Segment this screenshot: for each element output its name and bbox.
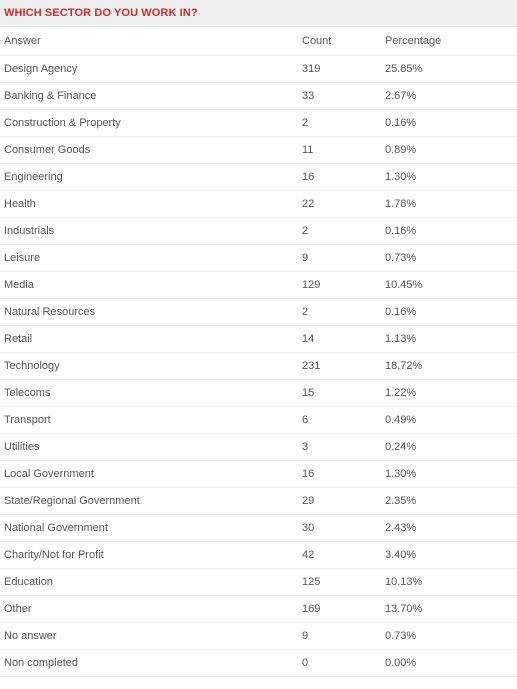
cell-answer: Other — [0, 595, 298, 622]
cell-answer: Local Government — [0, 460, 298, 487]
cell-count: 33 — [298, 82, 381, 109]
table-row — [0, 406, 517, 433]
column-header-answer: Answer — [0, 27, 298, 55]
table-row — [0, 109, 517, 136]
cell-count: 125 — [298, 568, 381, 595]
cell-percentage: 2.43% — [381, 514, 517, 541]
cell-answer: Consumer Goods — [0, 136, 298, 163]
column-header-percentage: Percentage — [381, 27, 517, 55]
table-row — [0, 379, 517, 406]
table-row — [0, 487, 517, 514]
cell-percentage: 0.73% — [381, 244, 517, 271]
table-row — [0, 622, 517, 649]
table-row — [0, 460, 517, 487]
table-row — [0, 190, 517, 217]
cell-percentage: 0.24% — [381, 433, 517, 460]
cell-percentage: 1.30% — [381, 460, 517, 487]
cell-answer: Education — [0, 568, 298, 595]
cell-percentage: 10.45% — [381, 271, 517, 298]
cell-answer: Transport — [0, 406, 298, 433]
cell-count: 14 — [298, 325, 381, 352]
table-row — [0, 541, 517, 568]
cell-percentage: 10.13% — [381, 568, 517, 595]
cell-percentage: 1.78% — [381, 190, 517, 217]
cell-percentage: 1.13% — [381, 325, 517, 352]
cell-count: 9 — [298, 622, 381, 649]
cell-percentage: 25.85% — [381, 55, 517, 82]
cell-answer: Industrials — [0, 217, 298, 244]
cell-answer: Natural Resources — [0, 298, 298, 325]
table-row — [0, 325, 517, 352]
column-header-count: Count — [298, 27, 381, 55]
cell-count: 11 — [298, 136, 381, 163]
cell-percentage: 0.89% — [381, 136, 517, 163]
cell-percentage: 0.16% — [381, 298, 517, 325]
cell-count: 169 — [298, 595, 381, 622]
cell-count: 15 — [298, 379, 381, 406]
cell-percentage: 2.67% — [381, 82, 517, 109]
cell-answer: No answer — [0, 622, 298, 649]
cell-answer: Leisure — [0, 244, 298, 271]
table-header-row — [0, 27, 517, 55]
cell-answer: Non completed — [0, 649, 298, 676]
results-table — [0, 27, 517, 677]
cell-percentage: 1.30% — [381, 163, 517, 190]
table-row — [0, 595, 517, 622]
cell-answer: Banking & Finance — [0, 82, 298, 109]
question-title: WHICH SECTOR DO YOU WORK IN? — [4, 7, 198, 19]
table-row — [0, 163, 517, 190]
cell-count: 22 — [298, 190, 381, 217]
survey-question-header — [0, 0, 517, 27]
table-row — [0, 433, 517, 460]
cell-percentage: 0.16% — [381, 109, 517, 136]
table-row — [0, 271, 517, 298]
cell-count: 129 — [298, 271, 381, 298]
table-row — [0, 217, 517, 244]
cell-answer: Retail — [0, 325, 298, 352]
cell-count: 319 — [298, 55, 381, 82]
cell-answer: Charity/Not for Profit — [0, 541, 298, 568]
cell-percentage: 0.00% — [381, 649, 517, 676]
cell-answer: Technology — [0, 352, 298, 379]
cell-answer: Construction & Property — [0, 109, 298, 136]
cell-percentage: 0.73% — [381, 622, 517, 649]
cell-count: 2 — [298, 109, 381, 136]
cell-count: 9 — [298, 244, 381, 271]
cell-percentage: 13.70% — [381, 595, 517, 622]
cell-percentage: 0.49% — [381, 406, 517, 433]
cell-answer: Engineering — [0, 163, 298, 190]
cell-percentage: 18.72% — [381, 352, 517, 379]
cell-answer: State/Regional Government — [0, 487, 298, 514]
cell-count: 29 — [298, 487, 381, 514]
cell-count: 3 — [298, 433, 381, 460]
cell-percentage: 0.16% — [381, 217, 517, 244]
cell-count: 42 — [298, 541, 381, 568]
cell-answer: Telecoms — [0, 379, 298, 406]
cell-answer: Design Agency — [0, 55, 298, 82]
table-body — [0, 55, 517, 676]
table-row — [0, 82, 517, 109]
table-row — [0, 352, 517, 379]
table-row — [0, 514, 517, 541]
table-row — [0, 568, 517, 595]
table-row — [0, 649, 517, 676]
cell-count: 30 — [298, 514, 381, 541]
cell-count: 2 — [298, 217, 381, 244]
cell-answer: Health — [0, 190, 298, 217]
cell-count: 2 — [298, 298, 381, 325]
cell-count: 231 — [298, 352, 381, 379]
cell-count: 16 — [298, 460, 381, 487]
table-row — [0, 298, 517, 325]
table-row — [0, 136, 517, 163]
cell-percentage: 2.35% — [381, 487, 517, 514]
cell-count: 16 — [298, 163, 381, 190]
cell-count: 0 — [298, 649, 381, 676]
cell-percentage: 1.22% — [381, 379, 517, 406]
table-row — [0, 244, 517, 271]
cell-answer: National Government — [0, 514, 298, 541]
table-row — [0, 55, 517, 82]
cell-answer: Media — [0, 271, 298, 298]
cell-count: 6 — [298, 406, 381, 433]
cell-answer: Utilities — [0, 433, 298, 460]
cell-percentage: 3.40% — [381, 541, 517, 568]
